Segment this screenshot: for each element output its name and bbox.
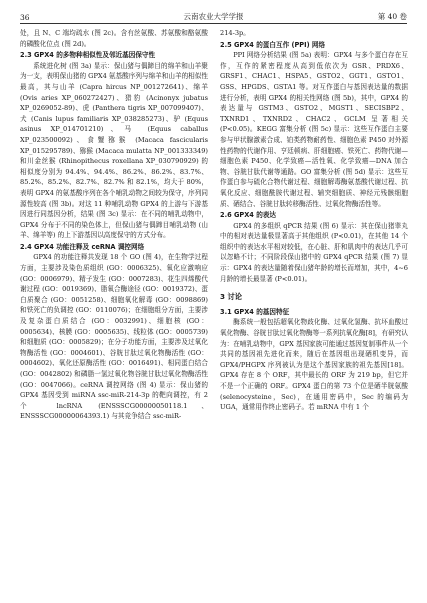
paragraph: 处，且 N、C 端均疏水 (图 2c)。含有丝氨酸、苏氨酸和酪氨酸的磷酸化位点 (图 2d)。	[20, 29, 208, 48]
page-number: 36	[20, 13, 30, 22]
paragraph: GPX4 的多组织 qPCR 结果 (图 6) 显示：其在保山猪睾丸中的相对表达量极显著高于其他组织 (P<0.01)，在其他 14 个组织中的表达水平相对较低，在心脏、肝和肌肉中的表达几乎可以忽略不计；不同阶段保山猪中的 GPX4 qPCR 结果 (图 7) 显示：GPX4 的表达量随着保山猪年龄的增长而增加，其中，4~6 月龄的增长最显著 (P<0.01)。	[220, 221, 408, 283]
section-heading-3-1: 3.1 GPX4 的基因特征	[220, 307, 290, 316]
volume-label: 第 40 卷	[377, 12, 407, 21]
paragraph: 酶系统一般包括超氧化物歧化酶、过氧化氢酶、抗坏血酸过氧化物酶、谷胱甘肽过氧化物酶等一系列抗氧化酶[8]，有研究认为：在哺乳动物中，GPX 基因家族可能通过基因复制事件从一个共同的基因祖先进化而来，随后在基因组出现硒机变异，而 GPX4/PHGPX 序列被认为是这个基因家族的祖先基因[18]。GPX4 存在 8 个 ORF，其中最长的 ORF 为 219 bp，但它并不是一个正确的 ORF。GPX4 蛋白的第 73 个位是硒半胱氨酸 (selenocysteine，Sec)，在通用密码中，Sec 的编码为 UGA，通常用作终止密码子。若 mRNA 中有 1 个	[220, 318, 408, 412]
section-heading-2-5: 2.5 GPX4 的蛋白互作 (PPI) 网络	[220, 40, 326, 49]
header-rule	[20, 23, 407, 24]
paragraph: 214-3p。	[220, 29, 250, 37]
paragraph: GPX4 的功能注释共发现 18 个 GO (图 4)，在生物学过程方面，主要涉及染色质组织 (GO：0006325)、氧化应激响应 (GO：0006979)、精子发生 (GO：0007283)、花生四烯酸代谢过程 (GO：0019369)、脂氧合酶途径 (GO：0019372)、蛋白质聚合 (GO：0051258)、细胞氧化解毒 (GO：0098869) 和铁死亡的负调控 (GO：0110076)；在细胞组分方面，主要涉及复杂蛋白质结合 (GO：0032991)、细胞核 (GO：0005634)、核膜 (GO：0005635)、线粒体 (GO：0005739) 和细胞质 (GO：0005829)；在分子功能方面，主要涉及过氧化物酶活性 (GO：0004601)、谷胱甘肽过氧化物酶活性 (GO：0004602)、氧化还原酶活性 (GO：0016491)、相同蛋白结合 (GO：0042802) 和磷脂一氢过氧化物谷胱甘肽过氧化物酶活性 (GO：0047066)。ceRNA 调控网络 (图 4) 显示：保山猪的 GPX4 基因受到 miRNA ssc-miR-214-3p 的靶向调控，有 2 个 lncRNA (ENSSSCG00000050118.1、ENSSSCG00000064393.1) 与其竞争结合 ssc-miR-	[20, 253, 208, 421]
right-column	[220, 28, 408, 594]
section-heading-3: 3 讨论	[220, 292, 242, 302]
section-heading-2-4: 2.4 GPX4 功能注释及 ceRNA 调控网络	[20, 242, 145, 251]
section-heading-2-3: 2.3 GPX4 的多物种相似性及邻近基因保守性	[20, 51, 156, 60]
paragraph: 系统进化树 (图 3a) 显示：保山猪与偶蹄目的绵羊和山羊聚为一支，表明保山猪的 GPX4 氨基酸序列与绵羊和山羊的相似性最高，其与山羊 (Capra hircus NP_001272641)、绵羊 (Ovis aries XP_060272427)、猎豹 (Acinonyx jubatus XP_0269052-89)、虎 (Panthera tigris XP_007099407)、犬 (Canis lupus familiaris XP_038285273)、驴 (Equus asinus XP_014701210)、马 (Equus caballus XP_023500092)、食蟹猕猴 (Macaca fascicularis XP_015295789)、猕猴 (Macaca mulatta NP_001333349) 和川金丝猴 (Rhinopithecus roxellana XP_030790929) 的相似度分别为 94.4%、94.4%、86.2%、86.2%、83.7%、85.2%、85.2%、82.7%、82.7% 和 82.1%，均大于 80%，表明 GPX4 的氨基酸序列在各个哺乳动物之间较为保守，序列同源性较高 (图 3b)。对这 11 种哺乳动物 GPX4 的上游与下游基因进行同基因分析，结果 (图 3c) 显示：在不同的哺乳动物中，GPX4 分布于不同的染色体上，但保山猪与偶蹄目哺乳动物 (山羊、绵羊等) 的上下游基因以高度保守的方式分布。	[20, 61, 208, 240]
section-heading-2-6: 2.6 GPX4 的表达	[220, 211, 276, 220]
journal-title: 云南农业大学学报	[183, 12, 244, 21]
left-column	[20, 28, 208, 594]
page-header	[20, 8, 407, 22]
paragraph: PPI 网络分析结果 (图 5a) 表明：GPX4 与多个蛋白存在互作，互作的紧密程度从高到低依次为 GSR、PRDX6、GRSF1、CHAC1、HSPA5、GSTO2、GGT1、GSTO1、GSS、HPGDS、GSTA1 等。对互作蛋白与基因表达量的数据进行分析，表明 GPX4 的相关性网络 (图 5b)，其中，GPX4 的表达量与 GSTM3、GSTO2、MGST1、SECISBP2、TXNRD1、TXNRD2、CHAC2、GCLM 呈著相关 (P<0.05)。KEGG 富集分析 (图 5c) 显示：这些互作蛋白主要参与甲状腺激素合成、铂类药物耐药性、细胞色素 P450 对外源性药物的代谢作用、亨廷顿病、肝细胞癌、铁死亡、药物代谢—细胞色素 P450、化学致癌—活性氧、化学致癌—DNA 加合物、谷胱甘肽代谢等通路。GO 富集分析 (图 5d) 显示：这些互作蛋白参与硫化合物代谢过程、细胞解毒酶氨基酸代谢过程、抗氧化反应、细胞酰胺代谢过程、辅突细胞质、神经元残骸细胞质、硒结合、谷胱甘肽转移酶活性、过氧化物酶活性等。	[220, 51, 408, 208]
